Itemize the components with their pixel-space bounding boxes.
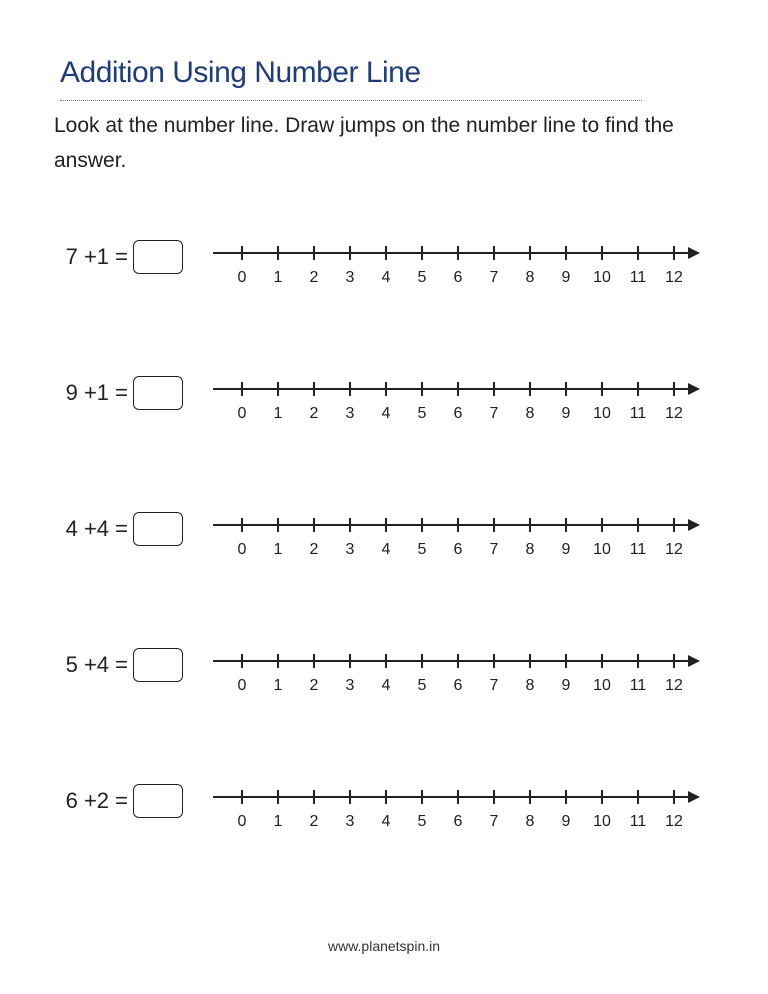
arrow-head-icon <box>688 383 700 395</box>
problem-row-2 <box>0 376 768 436</box>
tick-label: 0 <box>237 405 247 422</box>
arrow-head-icon <box>688 519 700 531</box>
tick-label: 7 <box>489 813 499 830</box>
tick-label: 6 <box>453 677 463 694</box>
tick-label: 9 <box>561 405 571 422</box>
tick-label: 3 <box>345 269 355 286</box>
answer-box[interactable] <box>133 240 183 274</box>
instructions-text: Look at the number line. Draw jumps on the number line to find the answer. <box>54 114 674 172</box>
tick-label: 7 <box>489 677 499 694</box>
tick-label: 3 <box>345 541 355 558</box>
tick-label: 0 <box>237 269 247 286</box>
tick-label: 4 <box>381 541 391 558</box>
answer-box[interactable] <box>133 784 183 818</box>
tick-label: 10 <box>593 813 611 830</box>
equation-label: 4 +4 = <box>65 516 128 541</box>
equation-label: 7 +1 = <box>65 244 128 269</box>
tick-label: 5 <box>417 541 427 558</box>
problem-row-1 <box>0 240 768 300</box>
tick-label: 6 <box>453 269 463 286</box>
arrow-head-icon <box>688 791 700 803</box>
tick-label: 0 <box>237 813 247 830</box>
tick-label: 8 <box>525 405 535 422</box>
tick-label: 3 <box>345 813 355 830</box>
equation-label: 6 +2 = <box>65 788 128 813</box>
tick-label: 7 <box>489 405 499 422</box>
tick-label: 4 <box>381 269 391 286</box>
tick-label: 8 <box>525 813 535 830</box>
answer-box[interactable] <box>133 512 183 546</box>
answer-box[interactable] <box>133 376 183 410</box>
tick-label: 12 <box>665 813 683 830</box>
tick-label: 4 <box>381 405 391 422</box>
tick-label: 1 <box>273 813 283 830</box>
tick-label: 8 <box>525 677 535 694</box>
tick-label: 0 <box>237 677 247 694</box>
tick-label: 11 <box>629 405 647 422</box>
worksheet-title: Addition Using Number Line <box>60 56 421 89</box>
tick-label: 7 <box>489 269 499 286</box>
tick-label: 10 <box>593 677 611 694</box>
tick-label: 5 <box>417 813 427 830</box>
tick-label: 4 <box>381 813 391 830</box>
tick-label: 2 <box>309 677 319 694</box>
tick-label: 0 <box>237 541 247 558</box>
number-line <box>210 512 710 562</box>
tick-label: 7 <box>489 541 499 558</box>
tick-label: 11 <box>629 269 647 286</box>
arrow-head-icon <box>688 655 700 667</box>
equation-label: 9 +1 = <box>65 380 128 405</box>
tick-label: 6 <box>453 405 463 422</box>
tick-label: 10 <box>593 405 611 422</box>
number-line <box>210 784 710 834</box>
equation-label: 5 +4 = <box>65 652 128 677</box>
title-underline <box>60 100 642 101</box>
tick-label: 1 <box>273 405 283 422</box>
tick-label: 8 <box>525 541 535 558</box>
tick-label: 12 <box>665 405 683 422</box>
tick-label: 5 <box>417 405 427 422</box>
tick-label: 2 <box>309 541 319 558</box>
tick-label: 9 <box>561 813 571 830</box>
problem-row-4 <box>0 648 768 708</box>
tick-label: 5 <box>417 677 427 694</box>
tick-label: 9 <box>561 677 571 694</box>
number-line <box>210 648 710 698</box>
tick-label: 6 <box>453 813 463 830</box>
number-line <box>210 376 710 426</box>
tick-label: 12 <box>665 269 683 286</box>
tick-label: 5 <box>417 269 427 286</box>
tick-label: 12 <box>665 541 683 558</box>
tick-label: 1 <box>273 541 283 558</box>
answer-box[interactable] <box>133 648 183 682</box>
tick-label: 2 <box>309 405 319 422</box>
tick-label: 2 <box>309 813 319 830</box>
tick-label: 11 <box>629 813 647 830</box>
tick-label: 10 <box>593 541 611 558</box>
tick-label: 12 <box>665 677 683 694</box>
tick-label: 2 <box>309 269 319 286</box>
tick-label: 3 <box>345 677 355 694</box>
footer-url: www.planetspin.in <box>327 938 441 954</box>
tick-label: 9 <box>561 541 571 558</box>
tick-label: 8 <box>525 269 535 286</box>
tick-label: 11 <box>629 541 647 558</box>
tick-label: 3 <box>345 405 355 422</box>
tick-label: 1 <box>273 269 283 286</box>
arrow-head-icon <box>688 247 700 259</box>
problem-row-3 <box>0 512 768 572</box>
number-line <box>210 240 710 290</box>
tick-label: 1 <box>273 677 283 694</box>
tick-label: 10 <box>593 269 611 286</box>
tick-label: 6 <box>453 541 463 558</box>
tick-label: 9 <box>561 269 571 286</box>
tick-label: 11 <box>629 677 647 694</box>
tick-label: 4 <box>381 677 391 694</box>
problem-row-5 <box>0 784 768 844</box>
